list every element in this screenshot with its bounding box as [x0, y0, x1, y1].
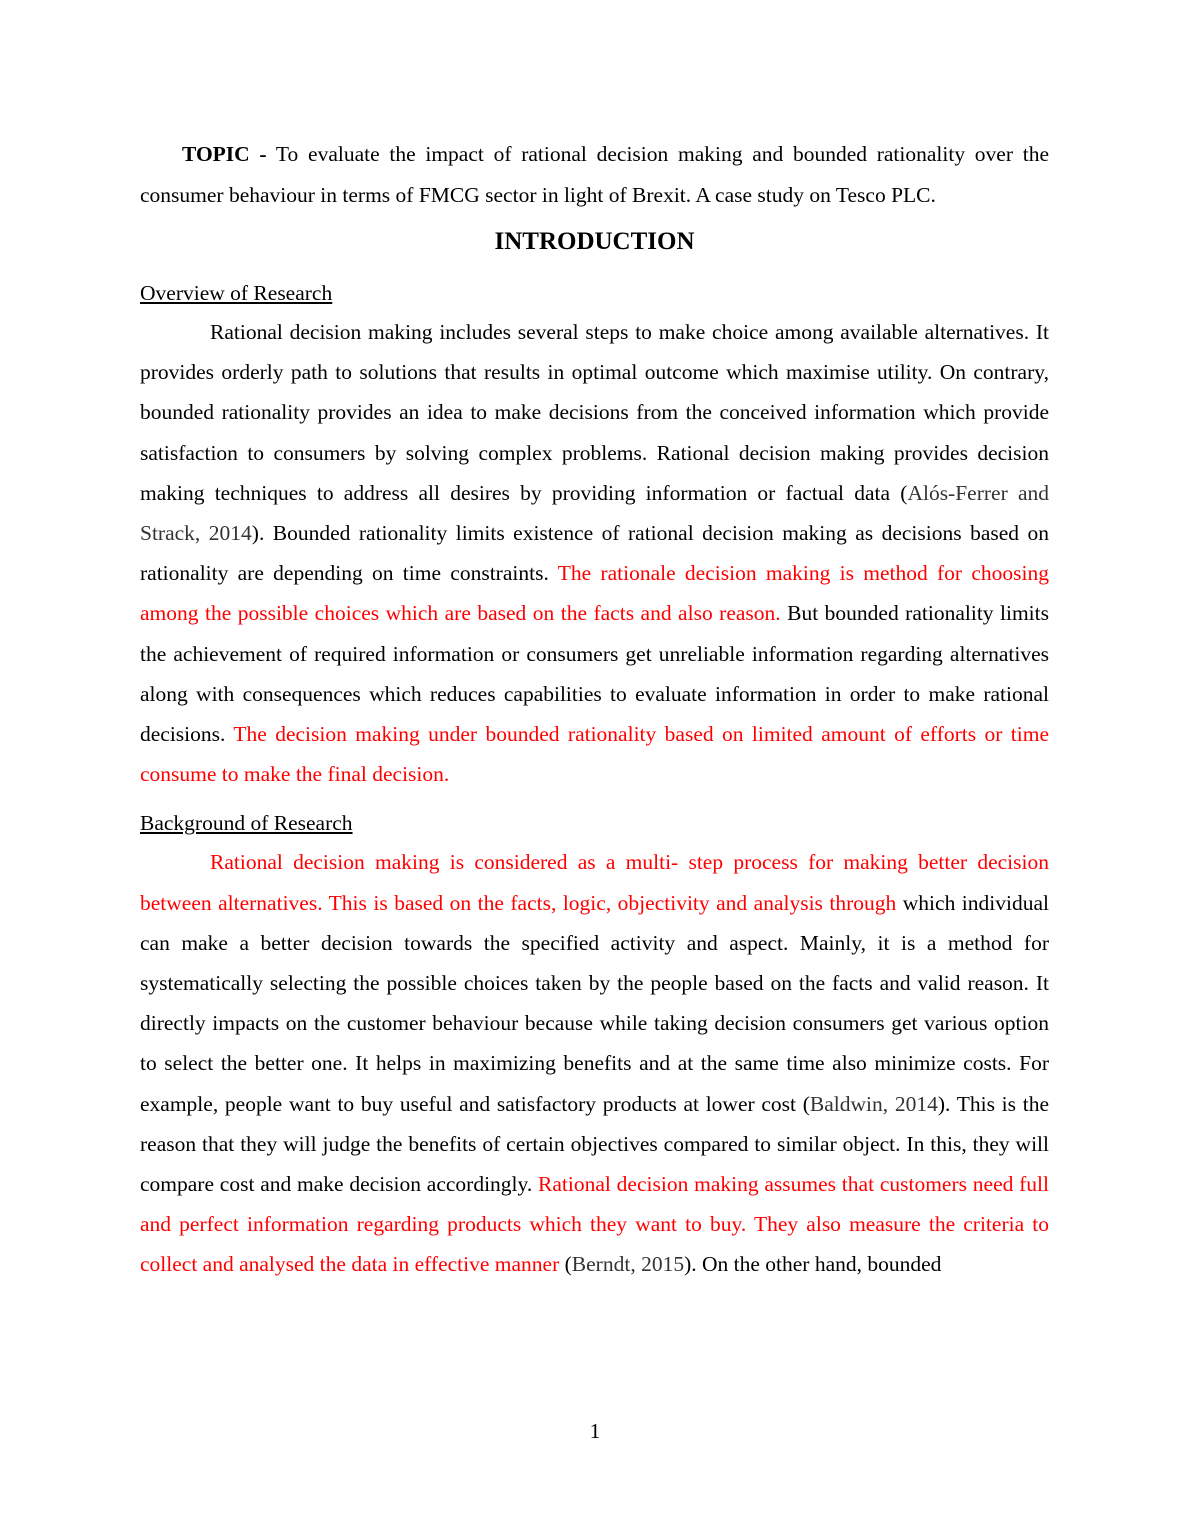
overview-paragraph [140, 312, 1049, 794]
topic-text: To evaluate the impact of rational decision making and bounded rationality over the consumer behaviour in terms of FMCG sector in light of Brexit. A case study on Tesco PLC. [140, 142, 1049, 207]
overview-highlight: The decision making under bounded rationality based on limited amount of efforts or time consume to make the final decision. [140, 722, 1049, 787]
background-text: ). This is the reason that they will judge the benefits of certain objectives compared to similar object. In this, they will compare cost and make decision accordingly. [140, 1091, 1049, 1197]
overview-highlight: The rationale decision making is method for choosing among the possible choices which are based on the facts and also reason. [140, 561, 1050, 626]
page-number: 1 [589, 1419, 601, 1443]
overview-text: Rational decision making includes several steps to make choice among available alternatives. It provides orderly path to solutions that results in optimal outcome which maximise utility. On contrary, bounded rationality provides an idea to make decisions from the conceived information which provide satisfaction to consumers by solving complex problems. Rational decision making provides decision making techniques to address all desires by providing information or factual data ( [140, 320, 1049, 505]
background-text: ( [559, 1252, 572, 1277]
document-page [140, 134, 1049, 1285]
topic-label: TOPIC - [182, 142, 267, 166]
background-highlight: Rational decision making assumes that customers need full and perfect information regarding products which they want to buy. They also measure the criteria to collect and analysed the data in effective manner [140, 1172, 1050, 1277]
introduction-heading: INTRODUCTION [494, 228, 695, 255]
overview-citation: Alós-Ferrer and Strack, 2014 [140, 480, 1049, 546]
topic-paragraph [140, 134, 1049, 216]
background-citation: Baldwin, 2014 [809, 1091, 938, 1116]
background-highlight: Rational decision making is considered as a multi- step process for making better decision between alternatives. This is based on the facts, logic, objectivity and analysis through [140, 850, 1049, 915]
background-paragraph [140, 842, 1049, 1284]
background-text: ). On the other hand, bounded [684, 1252, 942, 1277]
background-text: which individual can make a better decision towards the specified activity and aspect. Mainly, it is a method for systematically selecting the possible choices taken by the people based on the facts and valid reason. It directly impacts on the customer behaviour because while taking decision consumers get various option to select the better one. It helps in maximizing benefits and at the same time also minimize costs. For example, people want to buy useful and satisfactory products at lower cost ( [140, 890, 1049, 1116]
overview-text: But bounded rationality limits the achievement of required information or consumers get unreliable information regarding alternatives along with consequences which reduces capabilities to evaluate information in order to make rational decisions. [140, 601, 1049, 747]
overview-heading: Overview of Research [140, 281, 333, 305]
background-citation: Berndt, 2015 [571, 1252, 685, 1277]
background-heading: Background of Research [140, 811, 353, 836]
overview-text: ). Bounded rationality limits existence of rational decision making as decisions based on rationality are depending on time constraints. [140, 521, 1049, 586]
